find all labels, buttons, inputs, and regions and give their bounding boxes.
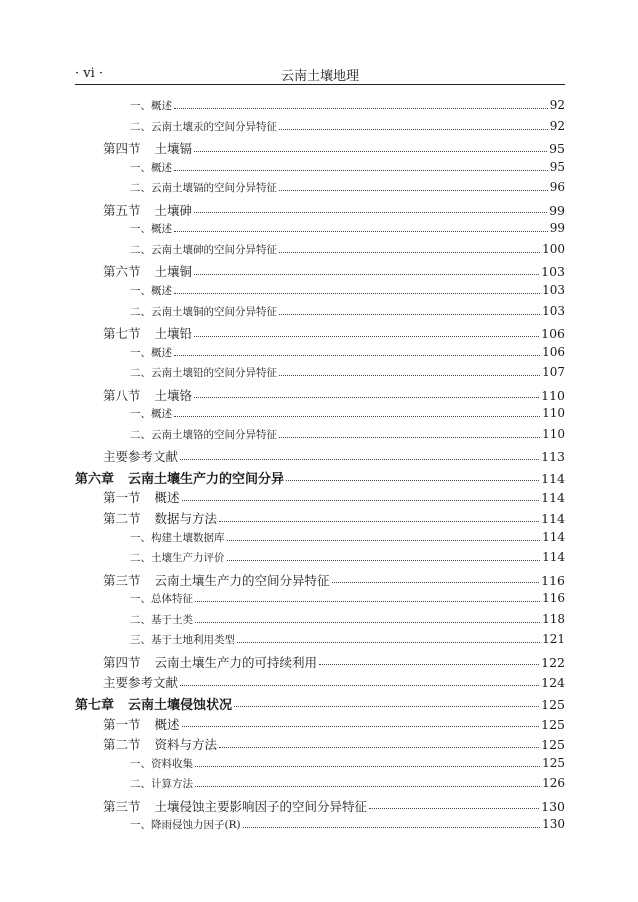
- toc-leader-dots: [234, 706, 539, 707]
- toc-entry[interactable]: [130, 632, 565, 647]
- toc-entry-title: 总体特征: [151, 593, 193, 606]
- toc-entry-number: 第五节: [103, 202, 141, 218]
- toc-entry-label: [103, 653, 317, 671]
- toc-entry-page: 99: [549, 221, 565, 236]
- toc-entry-number: 二、: [130, 120, 151, 133]
- toc-entry[interactable]: [103, 386, 565, 404]
- toc-entry-page: 103: [542, 282, 565, 297]
- toc-entry-title: 云南土壤侵蚀状况: [128, 697, 233, 713]
- toc-entry-title: 云南土壤生产力的可持续利用: [154, 654, 318, 670]
- toc-leader-dots: [174, 170, 548, 171]
- toc-entry-page: 124: [541, 675, 565, 691]
- toc-entry-title: 基于土类: [151, 613, 193, 626]
- toc-entry-label: [103, 715, 180, 733]
- toc-entry-page: 95: [549, 159, 565, 174]
- toc-entry-title: 土壤镉: [154, 141, 193, 157]
- toc-entry-number: 第一节: [103, 490, 141, 506]
- toc-entry-number: 第六章: [75, 471, 115, 487]
- toc-entry-number: 二、: [130, 243, 151, 256]
- toc-entry-number: 一、: [130, 593, 151, 606]
- toc-entry[interactable]: [75, 468, 565, 487]
- toc-entry-number: 第六节: [103, 264, 141, 280]
- toc-entry[interactable]: [103, 653, 565, 671]
- toc-entry-title: 降雨侵蚀力因子(R): [151, 819, 241, 832]
- toc-entry-number: 第四节: [103, 654, 141, 670]
- toc-entry[interactable]: [103, 262, 565, 280]
- toc-entry-title: 云南土壤砷的空间分异特征: [151, 243, 277, 256]
- toc-entry[interactable]: [103, 488, 565, 506]
- toc-entry-number: 第三节: [103, 572, 141, 588]
- toc-entry-label: [103, 262, 192, 280]
- toc-entry-label: [130, 427, 277, 442]
- toc-entry-page: 118: [542, 611, 565, 626]
- toc-entry-title: 概述: [151, 346, 172, 359]
- toc-entry-label: [130, 550, 225, 565]
- toc-entry-page: 114: [541, 470, 565, 486]
- toc-entry-title: 土壤砷: [154, 202, 193, 218]
- toc-entry-number: 第四节: [103, 141, 141, 157]
- toc-entry-page: 121: [542, 632, 565, 647]
- toc-entry-label: [130, 304, 277, 319]
- toc-entry-label: [130, 612, 193, 627]
- toc-entry-page: 92: [549, 118, 565, 133]
- toc-entry-page: 125: [541, 696, 565, 712]
- toc-entry-number: 一、: [130, 100, 151, 112]
- toc-entry-label: [130, 591, 193, 606]
- running-header: [75, 62, 565, 85]
- toc-entry[interactable]: [130, 591, 565, 606]
- toc-entry[interactable]: [130, 242, 565, 257]
- toc-entry[interactable]: [103, 673, 565, 691]
- toc-entry[interactable]: [130, 221, 565, 236]
- toc-entry-title: 云南土壤生产力的空间分异: [128, 471, 285, 487]
- toc-entry-page: 92: [549, 98, 565, 112]
- toc-entry-page: 116: [542, 591, 565, 606]
- toc-entry-label: [130, 242, 277, 257]
- toc-leader-dots: [174, 231, 548, 232]
- toc-entry-label: [130, 776, 193, 791]
- toc-entry-label: [103, 386, 192, 404]
- toc-entry-label: [103, 673, 178, 691]
- toc-entry[interactable]: [130, 406, 565, 421]
- toc-entry-title: 土壤侵蚀主要影响因子的空间分异特征: [154, 798, 368, 814]
- toc-entry-number: 二、: [130, 182, 151, 195]
- toc-entry-page: 116: [541, 572, 565, 588]
- toc-entry-label: [130, 180, 277, 195]
- toc-entry-label: [103, 735, 217, 753]
- toc-entry-number: 一、: [130, 284, 151, 297]
- toc-leader-dots: [319, 664, 539, 665]
- toc-entry-title: 概述: [151, 161, 172, 174]
- toc-leader-dots: [182, 726, 540, 727]
- toc-leader-dots: [219, 521, 539, 522]
- toc-entry-title: 主要参考文献: [103, 675, 179, 691]
- toc-entry-number: 一、: [130, 757, 151, 770]
- toc-entry-number: 一、: [130, 531, 151, 544]
- toc-entry-page: 100: [542, 241, 565, 256]
- toc-entry-page: 130: [542, 817, 565, 832]
- toc-entry-label: [103, 797, 367, 815]
- toc-entry-number: 第二节: [103, 511, 141, 526]
- toc-leader-dots: [194, 397, 539, 398]
- toc-entry-label: [75, 694, 232, 713]
- toc-entry[interactable]: [103, 571, 565, 589]
- toc-leader-dots: [182, 500, 540, 501]
- toc-entry-label: [103, 447, 178, 465]
- toc-leader-dots: [227, 560, 541, 561]
- toc-leader-dots: [174, 293, 540, 294]
- toc-entry[interactable]: [130, 756, 565, 771]
- toc-entry-title: 主要参考文献: [103, 449, 179, 465]
- toc-entry-page: 103: [541, 264, 565, 280]
- toc-leader-dots: [332, 582, 540, 583]
- toc-entry-page: 110: [541, 387, 565, 403]
- toc-leader-dots: [279, 252, 540, 253]
- toc-entry-number: 第七章: [75, 697, 115, 713]
- toc-entry-label: [130, 345, 172, 360]
- toc-entry-page: 114: [542, 550, 565, 565]
- toc-entry-page: 114: [541, 490, 565, 506]
- toc-entry-page: 114: [541, 511, 565, 526]
- toc-leader-dots: [286, 480, 539, 481]
- toc-entry-label: [103, 509, 217, 527]
- toc-entry[interactable]: [130, 776, 565, 791]
- toc-entry[interactable]: [130, 345, 565, 360]
- toc-leader-dots: [180, 685, 539, 686]
- toc-leader-dots: [194, 151, 547, 152]
- toc-entry-title: 云南土壤汞的空间分异特征: [151, 120, 277, 133]
- toc-entry-label: [130, 530, 225, 545]
- toc-entry-label: [130, 160, 172, 175]
- toc-entry[interactable]: [130, 550, 565, 565]
- toc-leader-dots: [219, 747, 539, 748]
- toc-entry[interactable]: [103, 201, 565, 219]
- toc-entry-title: 计算方法: [151, 778, 193, 791]
- toc-entry-page: 113: [541, 449, 565, 465]
- toc-entry-page: 95: [549, 141, 565, 157]
- toc-entry-number: 二、: [130, 305, 151, 318]
- toc-entry-label: [103, 139, 192, 157]
- toc-entry-label: [130, 283, 172, 298]
- toc-entry-title: 云南土壤铬的空间分异特征: [151, 428, 277, 441]
- toc-entry-label: [130, 119, 277, 134]
- toc-entry-number: 二、: [130, 552, 151, 565]
- toc-entry-label: [130, 817, 241, 832]
- toc-leader-dots: [279, 375, 540, 376]
- toc-entry-number: 一、: [130, 161, 151, 174]
- toc-entry[interactable]: [103, 715, 565, 733]
- toc-entry-title: 概述: [151, 100, 172, 112]
- toc-entry-title: 数据与方法: [154, 511, 218, 526]
- toc-entry-number: 三、: [130, 634, 151, 647]
- toc-leader-dots: [194, 274, 539, 275]
- toc-leader-dots: [195, 786, 540, 787]
- toc-entry-title: 云南土壤生产力的空间分异特征: [154, 572, 330, 588]
- toc-entry-page: 103: [542, 303, 565, 318]
- toc-entry-page: 125: [542, 755, 565, 770]
- toc-entry-number: 第七节: [103, 326, 141, 342]
- toc-entry[interactable]: [130, 365, 565, 380]
- toc-entry-page: 110: [542, 406, 565, 421]
- toc-entry-title: 概述: [151, 223, 172, 236]
- toc-entry-number: 第八节: [103, 387, 141, 403]
- toc-entry-number: 一、: [130, 408, 151, 421]
- toc-entry[interactable]: [75, 694, 565, 713]
- toc-entry-title: 土壤铜: [154, 264, 193, 280]
- toc-entry-title: 土壤铬: [154, 387, 193, 403]
- toc-entry-title: 云南土壤铜的空间分异特征: [151, 305, 277, 318]
- toc-entry-page: 96: [549, 180, 565, 195]
- toc-entry-page: 126: [542, 776, 565, 791]
- toc-entry-label: [103, 571, 330, 589]
- toc-entry[interactable]: [130, 160, 565, 175]
- toc-entry[interactable]: [103, 447, 565, 465]
- toc-entry-number: 第三节: [103, 798, 141, 814]
- toc-entry-title: 构建土壤数据库: [151, 531, 225, 544]
- toc-entry-label: [130, 406, 172, 421]
- toc-entry-page: 110: [542, 426, 565, 441]
- toc-leader-dots: [194, 212, 547, 213]
- toc-entry-page: 106: [541, 326, 565, 342]
- toc-leader-dots: [369, 808, 539, 809]
- toc-entry-label: [130, 221, 172, 236]
- toc-entry-page: 125: [541, 737, 565, 753]
- toc-entry-title: 土壤生产力评价: [151, 552, 225, 565]
- toc-leader-dots: [243, 827, 540, 828]
- toc-entry-number: 二、: [130, 367, 151, 380]
- toc-leader-dots: [174, 108, 548, 109]
- toc-leader-dots: [279, 314, 540, 315]
- toc-leader-dots: [194, 336, 539, 337]
- toc-entry[interactable]: [130, 119, 565, 134]
- toc-leader-dots: [227, 540, 541, 541]
- toc-entry-title: 概述: [151, 408, 172, 421]
- toc-entry-number: 一、: [130, 346, 151, 359]
- toc-entry[interactable]: [130, 180, 565, 195]
- toc-entry-label: [130, 98, 172, 113]
- toc-entry-title: 基于土地利用类型: [151, 634, 235, 647]
- toc-entry-page: 122: [541, 654, 565, 670]
- toc-entry-title: 资料与方法: [154, 737, 218, 753]
- toc-entry[interactable]: [103, 509, 565, 527]
- toc-entry-label: [130, 756, 193, 771]
- toc-entry-number: 二、: [130, 613, 151, 626]
- toc-leader-dots: [279, 129, 548, 130]
- toc-leader-dots: [279, 437, 540, 438]
- toc-leader-dots: [195, 622, 540, 623]
- toc-entry-label: [103, 201, 192, 219]
- toc-entry[interactable]: [130, 612, 565, 627]
- toc-entry[interactable]: [130, 817, 565, 832]
- toc-entry-number: 第一节: [103, 716, 141, 732]
- toc-entry-title: 资料收集: [151, 757, 193, 770]
- toc-entry-number: 二、: [130, 428, 151, 441]
- toc-entry-page: 106: [542, 344, 565, 359]
- toc-leader-dots: [195, 601, 540, 602]
- toc-entry-page: 130: [541, 798, 565, 814]
- toc-entry-title: 云南土壤镉的空间分异特征: [151, 182, 277, 195]
- toc-entry-page: 125: [541, 716, 565, 732]
- toc-entry[interactable]: [130, 427, 565, 442]
- toc-entry[interactable]: [103, 324, 565, 342]
- toc-leader-dots: [279, 190, 548, 191]
- toc-entry[interactable]: [103, 139, 565, 157]
- toc-entry-number: 一、: [130, 223, 151, 236]
- toc-entry-title: 概述: [154, 490, 180, 506]
- toc-entry-title: 土壤铅: [154, 326, 193, 342]
- book-title: 云南土壤地理: [280, 69, 359, 84]
- toc-leader-dots: [174, 416, 540, 417]
- toc-entry-title: 概述: [154, 716, 180, 732]
- toc-entry-label: [130, 632, 235, 647]
- page-number: · vi ·: [75, 66, 104, 81]
- toc-entry-page: 99: [549, 202, 565, 218]
- toc-entry-label: [103, 324, 192, 342]
- toc-entry-number: 第二节: [103, 737, 141, 753]
- toc-entry-label: [75, 468, 284, 487]
- toc-leader-dots: [195, 766, 540, 767]
- toc-entry-page: 114: [542, 529, 565, 544]
- toc-leader-dots: [237, 642, 540, 643]
- toc-entry[interactable]: [103, 797, 565, 815]
- toc-entry[interactable]: [103, 735, 565, 753]
- toc-entry-number: 二、: [130, 778, 151, 791]
- toc-entry-label: [103, 488, 180, 506]
- toc-leader-dots: [174, 355, 540, 356]
- toc-entry-label: [130, 365, 277, 380]
- toc-entry[interactable]: [130, 304, 565, 319]
- toc-entry-page: 107: [542, 365, 565, 380]
- toc-entry-title: 云南土壤铅的空间分异特征: [151, 367, 277, 380]
- toc-entry-title: 概述: [151, 284, 172, 297]
- toc-entry[interactable]: [130, 283, 565, 298]
- toc-entry-number: 一、: [130, 819, 151, 832]
- toc-entry[interactable]: [130, 530, 565, 545]
- toc-leader-dots: [180, 459, 539, 460]
- toc-entry[interactable]: [130, 98, 565, 113]
